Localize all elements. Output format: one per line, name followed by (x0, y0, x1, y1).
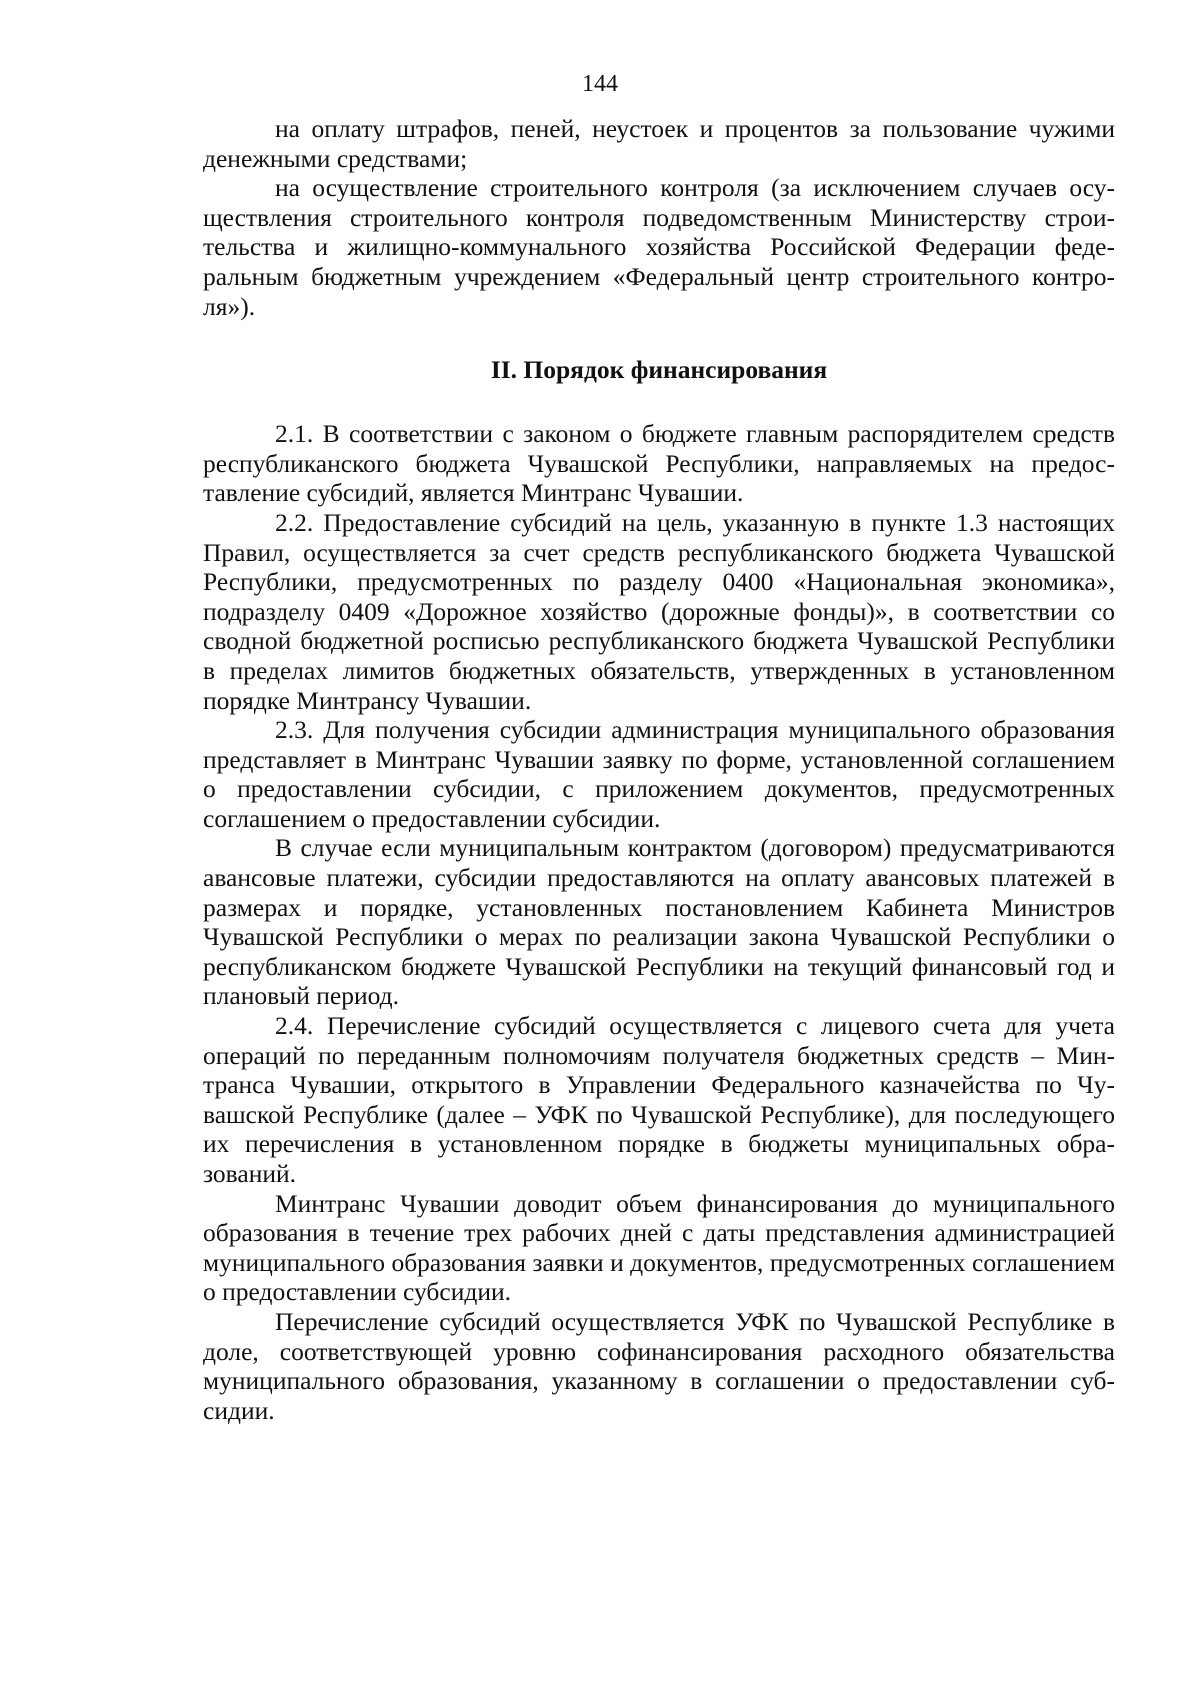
paragraph-2-1: 2.1. В соответствии с законом о бюджете главным распорядителем средств республиканского бюджета Чувашской Республики, направляемых на предоставление субсидий, является Минтранс Чувашии. (203, 419, 1115, 508)
paragraph-advance-payments: В случае если муниципальным контрактом (договором) предусматриваются авансовые платежи, субсидии предоставляются на оплату авансовых платежей в размерах и порядке, установленных постановлением Кабинета Министров Чувашской Республики о мерах по реализации закона Чувашской Республики о республиканском бюджете Чувашской Республики на текущий финансовый год и плановый период. (203, 833, 1115, 1011)
paragraph-2-4: 2.4. Перечисление субсидий осуществляется с лицевого счета для учета операций по переданным полномочиям получателя бюджетных средств – Минтранса Чувашии, открытого в Управлении Федерального казначейства по Чувашской Республике (далее – УФК по Чувашской Республике), для последующего их перечисления в установленном порядке в бюджеты муниципальных образований. (203, 1011, 1115, 1188)
paragraph-2-2: 2.2. Предоставление субсидий на цель, указанную в пункте 1.3 настоящих Правил, осуществляется за счет средств республиканского бюджета Чувашской Республики, предусмотренных по разделу 0400 «Национальная экономика», подразделу 0409 «Дорожное хозяйство (дорожные фонды)», в соответствии со сводной бюджетной росписью республиканского бюджета Чувашской Республики в пределах лимитов бюджетных обязательств, утвержденных в установленном порядке Минтрансу Чувашии. (203, 507, 1115, 715)
document-body (203, 114, 1115, 1425)
paragraph-2-3: 2.3. Для получения субсидии администрация муниципального образования представляет в Минтранс Чувашии заявку по форме, установленной соглашением о предоставлении субсидии, с приложением документов, предусмотренных соглашением о предоставлении субсидии. (203, 715, 1115, 833)
section-title: II. Порядок финансирования (490, 355, 828, 385)
paragraph-transfer-share: Перечисление субсидий осуществляется УФК по Чувашской Республике в доле, соответствующей уровню софинансирования расходного обязательства муниципального образования, указанному в соглашении о предоставлении субсидии. (203, 1306, 1115, 1425)
page-number: 144 (582, 71, 618, 97)
paragraph-financing-volume: Минтранс Чувашии доводит объем финансирования до муниципального образования в течение трех рабочих дней с даты представления администрацией муниципального образования заявки и документов, предусмотренных соглашением о предоставлении субсидии. (203, 1188, 1115, 1307)
paragraph-construction-control: на осуществление строительного контроля (за исключением случаев осуществления строительного контроля подведомственным Министерству строительства и жилищно-коммунального хозяйства Российской Федерации федеральным бюджетным учреждением «Федеральный центр строительного контроля»). (203, 173, 1115, 321)
paragraph-fines: на оплату штрафов, пеней, неустоек и процентов за пользование чужими денежными средствами; (203, 114, 1115, 173)
